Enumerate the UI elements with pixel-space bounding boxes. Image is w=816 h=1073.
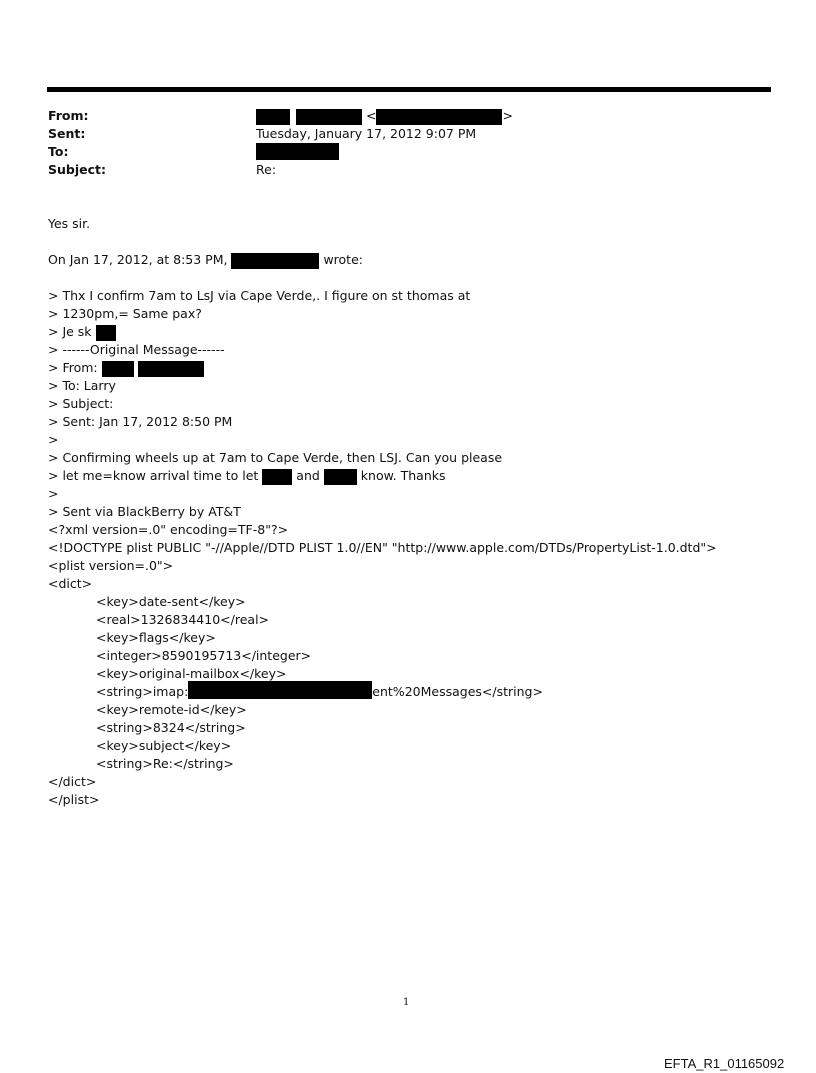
quoted-line: > Sent via BlackBerry by AT&T	[48, 504, 241, 519]
plist-line: <key>subject</key>	[96, 738, 232, 753]
plist-line: <string>8324</string>	[96, 720, 246, 735]
quoted-line: > ------Original Message------	[48, 342, 225, 357]
subject-label: Subject:	[48, 162, 106, 177]
plist-line: <plist version=.0">	[48, 558, 174, 573]
header-rule	[47, 87, 771, 92]
plist-line: <key>flags</key>	[96, 630, 216, 645]
redaction-box	[102, 361, 134, 377]
quoted-line: >	[48, 486, 59, 501]
redaction-box	[324, 469, 357, 485]
reply-text: Yes sir.	[48, 216, 91, 231]
to-label: To:	[48, 144, 69, 159]
redaction-box	[138, 361, 204, 377]
quote-intro: On Jan 17, 2012, at 8:53 PM, wrote:	[48, 252, 363, 267]
plist-line: <key>date-sent</key>	[96, 594, 246, 609]
page-number: 1	[403, 997, 410, 1008]
redaction-box	[256, 109, 290, 125]
redaction-box	[231, 253, 319, 269]
quoted-line: >	[48, 432, 59, 447]
redaction-box	[96, 325, 116, 341]
quoted-line: > Sent: Jan 17, 2012 8:50 PM	[48, 414, 233, 429]
bates-number: EFTA_R1_01165092	[664, 1056, 785, 1071]
plist-line: <string>Re:</string>	[96, 756, 234, 771]
plist-line: <integer>8590195713</integer>	[96, 648, 312, 663]
redaction-box	[262, 469, 292, 485]
quoted-line: > From:	[48, 360, 204, 377]
redaction-box	[256, 143, 339, 160]
quoted-line: > let me=know arrival time to let and know. Thanks	[48, 468, 446, 483]
redaction-box	[376, 109, 502, 125]
quoted-line: > 1230pm,= Same pax?	[48, 306, 202, 321]
subject-value: Re:	[256, 162, 277, 177]
sent-value: Tuesday, January 17, 2012 9:07 PM	[256, 126, 477, 141]
from-value	[256, 108, 513, 125]
angle-close: >	[502, 108, 513, 123]
sent-label: Sent:	[48, 126, 86, 141]
quoted-line: > Thx I confirm 7am to LsJ via Cape Verde,. I figure on st thomas at	[48, 288, 471, 303]
quoted-line: > Confirming wheels up at 7am to Cape Verde, then LSJ. Can you please	[48, 450, 503, 465]
from-label: From:	[48, 108, 89, 123]
plist-line: <string>imap: ent%20Messages</string>	[96, 684, 543, 700]
angle-open: <	[365, 108, 377, 123]
quoted-line: > Subject:	[48, 396, 114, 411]
quoted-line: > Je sk	[48, 324, 116, 341]
plist-line: <real>1326834410</real>	[96, 612, 270, 627]
plist-line: <key>original-mailbox</key>	[96, 666, 287, 681]
plist-line: </plist>	[48, 792, 100, 807]
plist-line: <dict>	[48, 576, 93, 591]
plist-line: <key>remote-id</key>	[96, 702, 247, 717]
redaction-box	[296, 109, 362, 125]
redaction-box	[188, 681, 372, 699]
plist-line: </dict>	[48, 774, 97, 789]
to-value	[256, 143, 339, 160]
plist-line: <!DOCTYPE plist PUBLIC "-//Apple//DTD PLIST 1.0//EN" "http://www.apple.com/DTDs/PropertyList-1.0.dtd">	[48, 540, 717, 555]
quoted-line: > To: Larry	[48, 378, 116, 393]
plist-line: <?xml version=.0" encoding=TF-8"?>	[48, 522, 289, 537]
